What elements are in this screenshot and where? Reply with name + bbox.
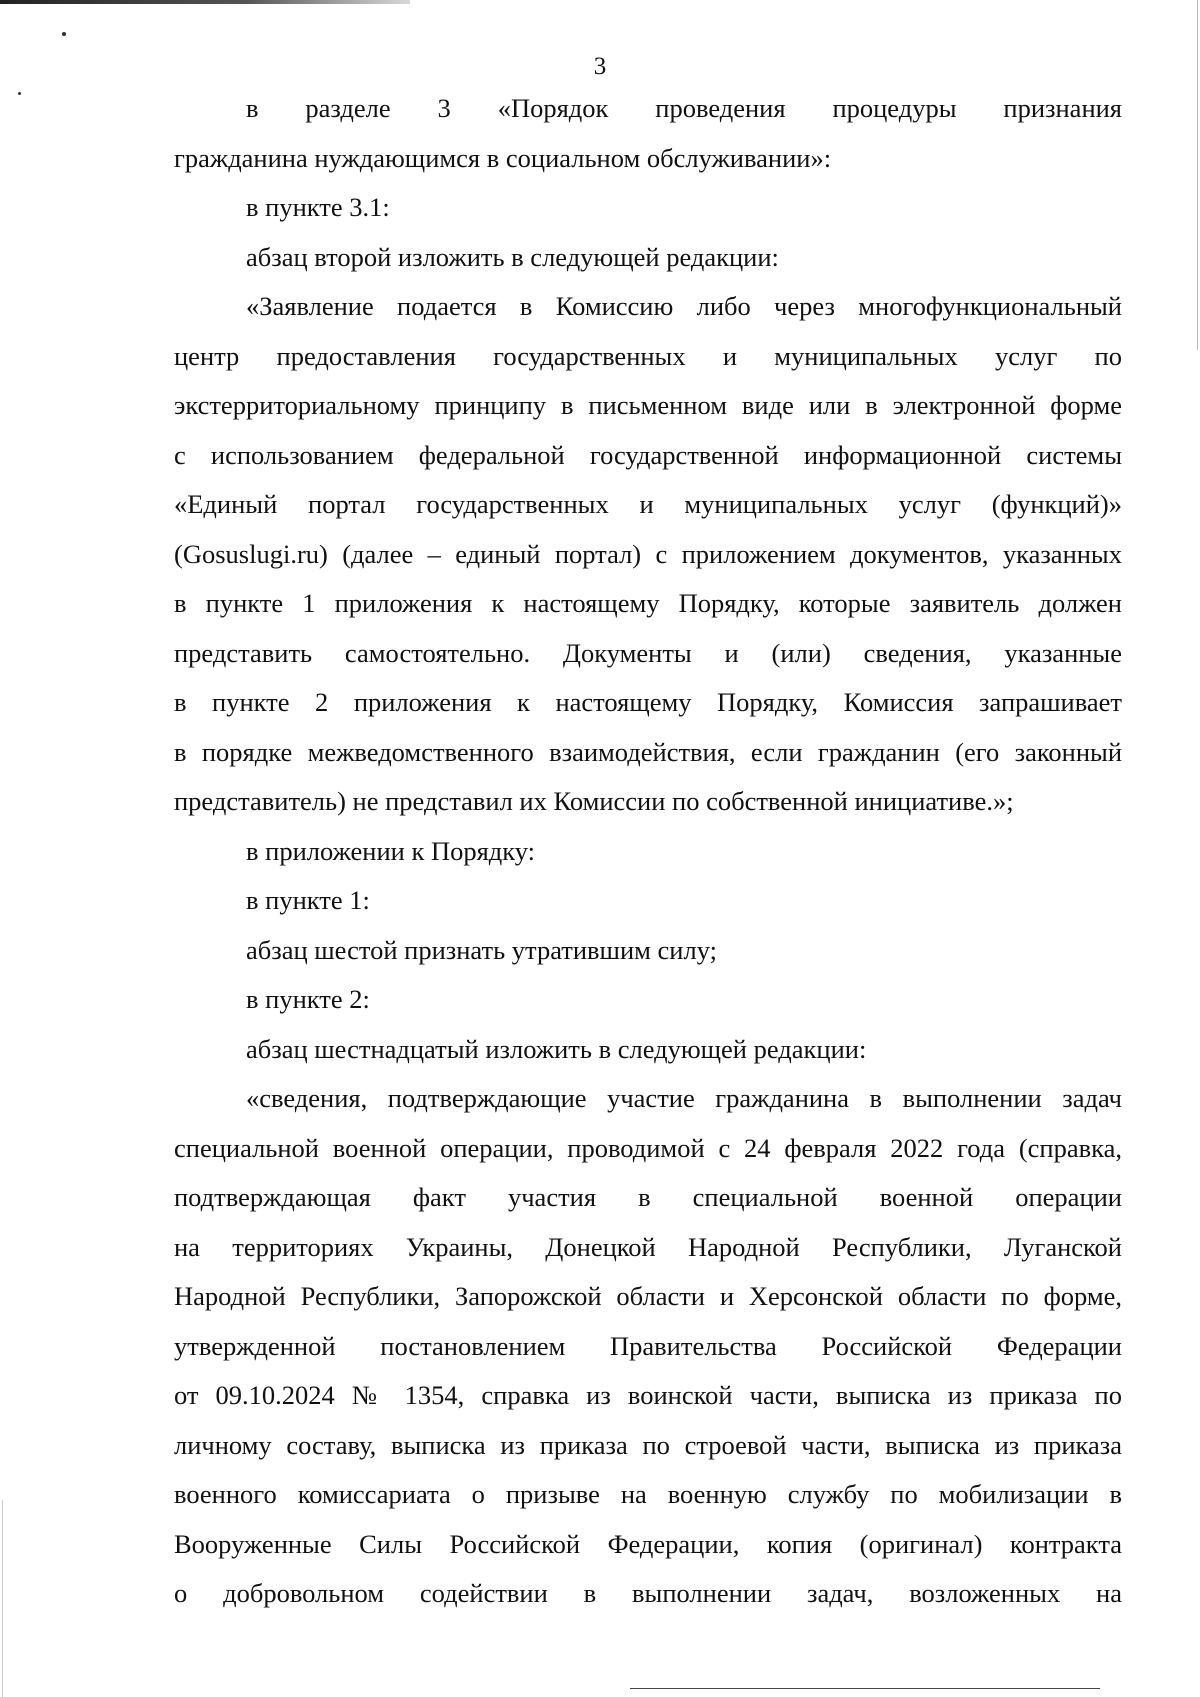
scan-speck (18, 92, 21, 95)
scan-artifact-left (2, 1500, 3, 1697)
text-line: от 09.10.2024 № 1354, справка из воинской части, выписка из приказа по (174, 1380, 1122, 1410)
text-line: в пункте 2: (246, 984, 370, 1014)
text-line: представить самостоятельно. Документы и (или) сведения, указанные (174, 637, 1122, 668)
text-line: в порядке межведомственного взаимодействия, если гражданин (его законный (174, 736, 1122, 767)
text-line: «Единый портал государственных и муниципальных услуг (функций)» (174, 489, 1122, 519)
text-line: специальной военной операции, проводимой с 24 февраля 2022 года (справка, (174, 1132, 1122, 1163)
text-line: с использованием федеральной государственной информационной системы (174, 439, 1122, 470)
text-line: личному составу, выписка из приказа по строевой части, выписка из приказа (174, 1429, 1122, 1460)
text-line: абзац второй изложить в следующей редакции: (246, 241, 779, 272)
text-line: в пункте 3.1: (246, 192, 390, 222)
text-line: Вооруженные Силы Российской Федерации, копия (оригинал) контракта (174, 1528, 1122, 1559)
scan-artifact-right (1197, 0, 1198, 350)
scan-artifact-bottom (630, 1688, 1100, 1689)
text-line: (Gosuslugi.ru) (далее – единый портал) с приложением документов, указанных (174, 538, 1122, 569)
text-line: в пункте 1: (246, 885, 370, 915)
text-line: Народной Республики, Запорожской области и Херсонской области по форме, (174, 1281, 1122, 1311)
text-line: абзац шестой признать утратившим силу; (246, 934, 717, 965)
text-line: в пункте 1 приложения к настоящему Порядку, которые заявитель должен (174, 588, 1122, 618)
text-line: на территориях Украины, Донецкой Народной Республики, Луганской (174, 1231, 1122, 1262)
page-number: 3 (593, 53, 607, 80)
text-line: в разделе 3 «Порядок проведения процедуры признания (246, 93, 1122, 123)
text-line: представитель) не представил их Комиссии по собственной инициативе.»; (174, 786, 1014, 816)
text-line: «Заявление подается в Комиссию либо через многофункциональный (246, 291, 1122, 321)
text-line: абзац шестнадцатый изложить в следующей редакции: (246, 1033, 867, 1064)
text-line: в приложении к Порядку: (246, 835, 536, 866)
text-line: «сведения, подтверждающие участие гражданина в выполнении задач (246, 1083, 1122, 1113)
text-line: гражданина нуждающимся в социальном обслуживании»: (174, 142, 832, 173)
text-line: центр предоставления государственных и муниципальных услуг по (174, 340, 1122, 371)
scan-speck (62, 32, 66, 36)
text-line: утвержденной постановлением Правительства Российской Федерации (174, 1330, 1122, 1361)
text-line: подтверждающая факт участия в специальной военной операции (174, 1182, 1122, 1212)
text-line: экстерриториальному принципу в письменном виде или в электронной форме (174, 390, 1122, 420)
text-line: о добровольном содействии в выполнении задач, возложенных на (174, 1578, 1122, 1608)
scan-artifact-top (0, 0, 410, 4)
document-body (174, 84, 1122, 1619)
text-line: в пункте 2 приложения к настоящему Порядку, Комиссия запрашивает (174, 687, 1122, 717)
text-line: военного комиссариата о призыве на военную службу по мобилизации в (174, 1479, 1122, 1509)
